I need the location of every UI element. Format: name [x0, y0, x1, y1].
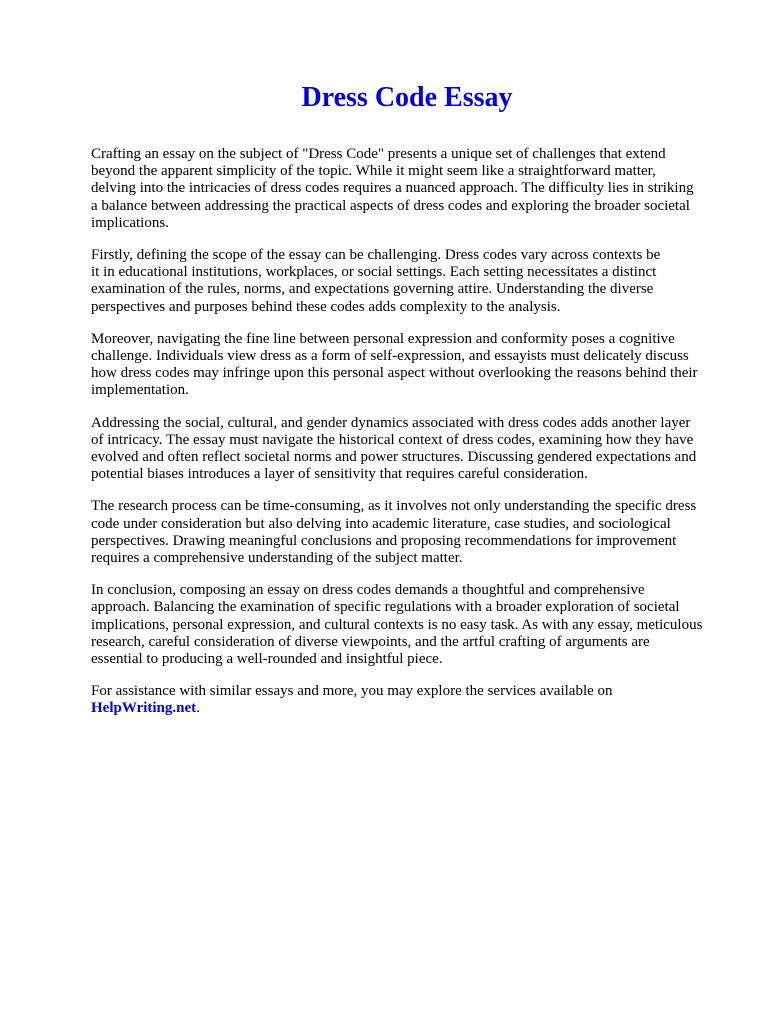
paragraph-expression: Moreover, navigating the fine line between personal expression and conformity poses a cognitive challenge. Individuals view dress as a form of self-expression, and essayists must delicately discuss how dress codes may infringe upon this personal aspect without overlooking the reasons behind their implementation.: [91, 330, 698, 399]
paragraph-research: The research process can be time-consuming, as it involves not only understanding the specific dress code under consideration but also delving into academic literature, case studies, and sociological perspectives. Drawing meaningful conclusions and proposing recommendations for improvement requires a comprehensive understanding of the subject matter.: [91, 498, 697, 567]
paragraph-intro: Crafting an essay on the subject of "Dress Code" presents a unique set of challenges that extend beyond the apparent simplicity of the topic. While it might seem like a straightforward matter, delving into the intricacies of dress codes requires a nuanced approach. The difficulty lies in striking a balance between addressing the practical aspects of dress codes and exploring the broader societal implications.: [91, 146, 694, 231]
paragraph-closing: [91, 683, 731, 717]
essay-body: [91, 146, 731, 733]
page-title: Dress Code Essay: [301, 82, 513, 113]
closing-text: For assistance with similar essays and more, you may explore the services available on: [91, 683, 613, 700]
paragraph-conclusion: In conclusion, composing an essay on dress codes demands a thoughtful and comprehensive approach. Balancing the examination of specific regulations with a broader exploration of societal implications, personal expression, and cultural contexts is no easy task. As with any essay, meticulous research, careful consideration of diverse viewpoints, and the artful crafting of arguments are essential to producing a well-rounded and insightful piece.: [91, 582, 703, 668]
helpwriting-link[interactable]: HelpWriting.net: [91, 700, 197, 717]
closing-period: .: [196, 700, 200, 717]
paragraph-scope: Firstly, defining the scope of the essay can be challenging. Dress codes vary across contexts be it in educational institutions, workplaces, or social settings. Each setting necessitates a distinct examination of the rules, norms, and expectations governing attire. Understanding the diverse perspectives and purposes behind these codes adds complexity to the analysis.: [91, 247, 661, 315]
paragraph-dynamics: Addressing the social, cultural, and gender dynamics associated with dress codes adds another layer of intricacy. The essay must navigate the historical context of dress codes, examining how they have evolved and often reflect societal norms and power structures. Discussing gendered expectations and potential biases introduces a layer of sensitivity that requires careful consideration.: [91, 414, 697, 483]
